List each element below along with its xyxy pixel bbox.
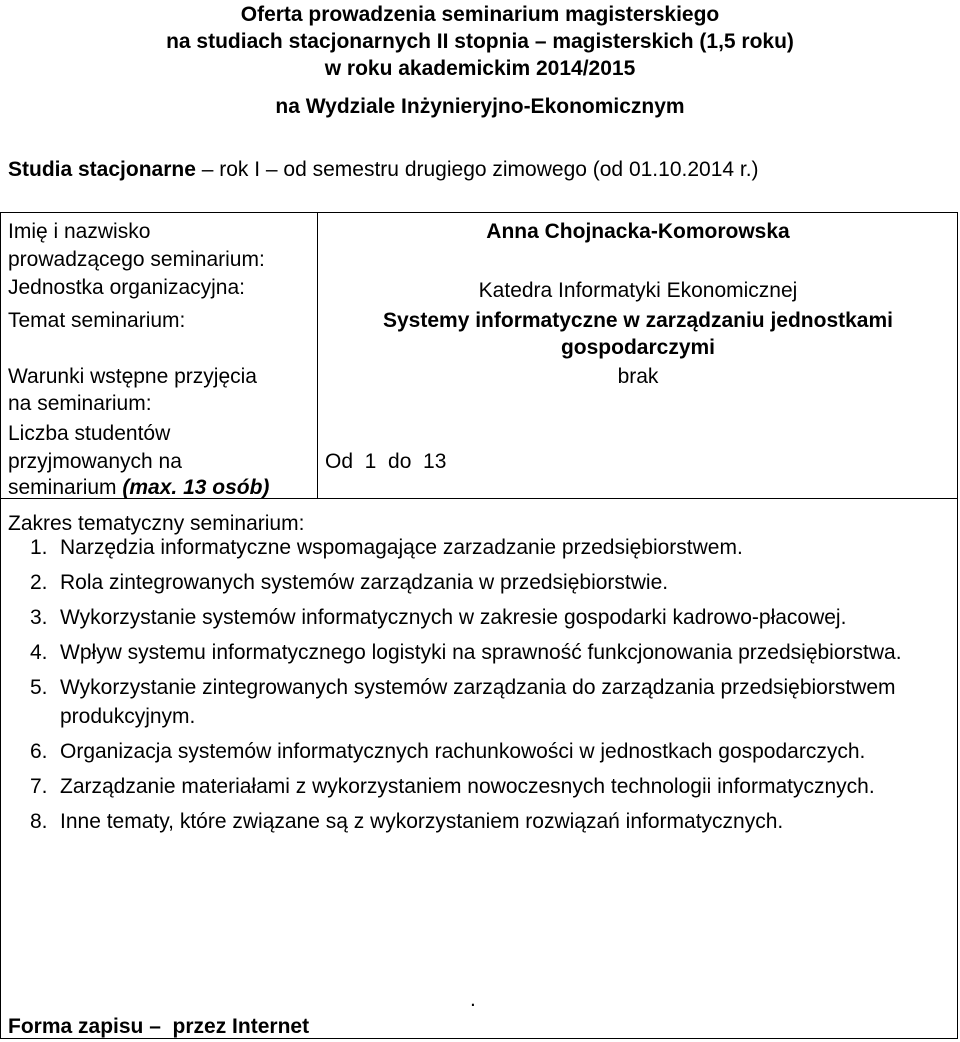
supervisor-label-2: prowadzącego seminarium: [8, 248, 265, 271]
students-value: Od 1 do 13 [325, 450, 447, 473]
topic-number: 8. [30, 810, 48, 833]
topic-number: 5. [30, 676, 48, 699]
topic-number: 1. [30, 536, 48, 559]
topic-text: Wykorzystanie systemów informatycznych w zakresie gospodarki kadrowo-płacowej. [60, 606, 847, 629]
students-label-1: Liczba studentów [8, 422, 171, 445]
study-mode-rest: – rok I – od semestru drugiego zimowego (od 01.10.2014 r.) [195, 158, 759, 181]
registration-form: Forma zapisu – przez Internet [8, 1015, 310, 1038]
students-label-2: przyjmowanych na [8, 450, 182, 473]
topic-number: 6. [30, 740, 48, 763]
topic-value-line-1: Systemy informatyczne w zarządzaniu jednostkami [383, 309, 893, 332]
topic-number: 2. [30, 571, 48, 594]
topic-item [30, 673, 930, 731]
unit-value: Katedra Informatyki Ekonomicznej [478, 279, 798, 302]
topic-text: Narzędzia informatyczne wspomagające zarzadzanie przedsiębiorstwem. [60, 536, 743, 559]
topic-text: Wykorzystanie zintegrowanych systemów zarządzania do zarządzania przedsiębiorstwem produkcyjnym. [60, 676, 896, 728]
topic-list [30, 533, 930, 842]
study-mode-bold: Studia stacjonarne [8, 158, 196, 181]
topic-text: Wpływ systemu informatycznego logistyki na sprawność funkcjonowania przedsiębiorstwa. [60, 641, 902, 664]
topic-item [30, 638, 930, 667]
prerequisites-label-2: na seminarium: [8, 392, 152, 415]
prerequisites-value: brak [617, 365, 659, 388]
topic-number: 7. [30, 775, 48, 798]
topic-text: Rola zintegrowanych systemów zarządzania w przedsiębiorstwie. [60, 571, 669, 594]
topic-number: 3. [30, 606, 48, 629]
unit-label: Jednostka organizacyjna: [8, 276, 245, 299]
prerequisites-label-1: Warunki wstępne przyjęcia [8, 365, 257, 388]
title-line-3: w roku akademickim 2014/2015 [324, 57, 636, 80]
dot-mark: . [470, 988, 476, 1011]
title-line-2: na studiach stacjonarnych II stopnia – magisterskich (1,5 roku) [166, 30, 794, 53]
supervisor-label-1: Imię i nazwisko [8, 220, 151, 243]
topic-item [30, 603, 930, 632]
topic-item [30, 737, 930, 766]
topic-text: Zarządzanie materiałami z wykorzystaniem nowoczesnych technologii informatycznych. [60, 775, 875, 798]
title-line-1: Oferta prowadzenia seminarium magisterskiego [240, 3, 720, 26]
scope-label: Zakres tematyczny seminarium: [8, 512, 305, 535]
topic-text: Organizacja systemów informatycznych rachunkowości w jednostkach gospodarczych. [60, 740, 866, 763]
topic-item [30, 533, 930, 562]
topic-value-line-2: gospodarczymi [560, 336, 716, 359]
students-max: (max. 13 osób) [122, 476, 270, 499]
supervisor-name: Anna Chojnacka-Komorowska [486, 220, 790, 243]
topic-number: 4. [30, 641, 48, 664]
title-line-4: na Wydziale Inżynieryjno-Ekonomicznym [275, 95, 685, 118]
study-mode-line [8, 155, 759, 184]
topic-item [30, 772, 930, 801]
topic-label: Temat seminarium: [8, 309, 186, 332]
students-label-3-text: seminarium [8, 476, 123, 499]
topic-text: Inne tematy, które związane są z wykorzystaniem rozwiązań informatycznych. [60, 810, 784, 833]
students-label-3 [8, 473, 269, 502]
topic-item [30, 807, 930, 836]
topic-item [30, 568, 930, 597]
